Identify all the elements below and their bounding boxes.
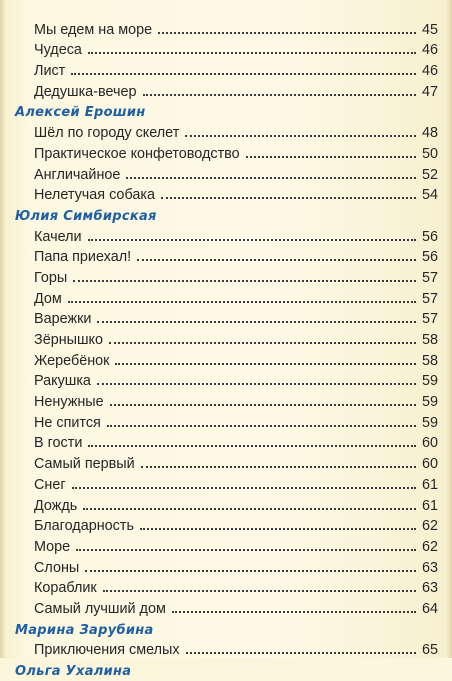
page-number: 60	[421, 435, 438, 452]
entry-title: Жеребёнок	[34, 352, 110, 369]
entry-title: Практическое конфетоводство	[34, 145, 240, 162]
toc-entry-line[interactable]	[34, 332, 438, 348]
toc-entry[interactable]	[0, 164, 452, 185]
entry-title: Кораблик	[34, 580, 97, 597]
toc-entry-line[interactable]	[34, 167, 438, 183]
toc-entry[interactable]	[0, 433, 452, 454]
dot-leader	[246, 156, 416, 158]
page-number: 46	[421, 42, 438, 59]
toc-entry-line[interactable]	[34, 373, 438, 389]
entry-title: Папа приехал!	[34, 249, 132, 266]
entry-title: Самый лучший дом	[34, 600, 166, 617]
page-number: 54	[421, 187, 438, 204]
page-number: 56	[421, 249, 438, 266]
page-number: 58	[421, 332, 438, 348]
toc-entry[interactable]	[0, 226, 452, 247]
toc-entry-line[interactable]	[34, 63, 438, 79]
toc-entry-line[interactable]	[34, 229, 438, 245]
page-number: 63	[421, 580, 438, 597]
dot-leader	[185, 135, 416, 137]
dot-leader	[141, 466, 416, 468]
author-heading-row	[0, 660, 452, 681]
toc-entry[interactable]	[0, 40, 452, 61]
entry-title: Горы	[34, 269, 68, 286]
toc-entry-line[interactable]	[34, 498, 438, 514]
page-number: 52	[421, 166, 438, 183]
author-heading-row	[0, 205, 452, 226]
toc-entry[interactable]	[0, 495, 452, 516]
toc-entry[interactable]	[0, 598, 452, 619]
toc-entry-line[interactable]	[34, 291, 438, 307]
toc-entry-line[interactable]	[34, 415, 438, 431]
toc-entry-line[interactable]	[34, 560, 438, 576]
dot-leader	[140, 528, 416, 530]
entry-title: Варежки	[34, 311, 92, 328]
toc-entry-line[interactable]	[34, 580, 438, 596]
toc-entry-line[interactable]	[34, 187, 438, 203]
author-heading-row	[0, 102, 452, 123]
toc-entry-line[interactable]	[34, 249, 438, 265]
author-name: Юлия Симбирская	[15, 208, 157, 224]
toc-entry-line[interactable]	[34, 518, 438, 534]
entry-title: Дождь	[34, 497, 78, 514]
dot-leader	[72, 487, 416, 489]
dot-leader	[115, 363, 416, 365]
toc-entry-line[interactable]	[34, 539, 438, 555]
toc-entry[interactable]	[0, 60, 452, 81]
toc-entry[interactable]	[0, 247, 452, 268]
toc-entry-line[interactable]	[34, 642, 438, 658]
page-number: 46	[421, 63, 438, 80]
toc-entry[interactable]	[0, 19, 452, 40]
page-number: 56	[421, 228, 438, 245]
entry-title: Англичайное	[34, 166, 121, 183]
toc-entry[interactable]	[0, 122, 452, 143]
dot-leader	[172, 611, 416, 613]
entry-title: Ракушка	[34, 373, 91, 390]
entry-title: Зёрнышко	[34, 332, 103, 348]
toc-entry[interactable]	[0, 453, 452, 474]
page-number: 59	[421, 394, 438, 411]
page-number: 48	[421, 125, 438, 142]
toc-entry[interactable]	[0, 329, 452, 350]
dot-leader	[85, 570, 416, 572]
toc-entry[interactable]	[0, 516, 452, 537]
dot-leader	[161, 197, 416, 199]
toc-entry[interactable]	[0, 640, 452, 661]
dot-leader	[68, 301, 416, 303]
dot-leader	[88, 52, 416, 54]
page-number: 62	[421, 538, 438, 555]
entry-title: Нелетучая собака	[34, 187, 155, 204]
dot-leader	[73, 280, 416, 282]
entry-title: Море	[34, 538, 71, 555]
page-number: 62	[421, 518, 438, 535]
page-number: 57	[421, 269, 438, 286]
page-number: 45	[421, 21, 438, 38]
dot-leader	[186, 652, 416, 654]
page-number: 63	[421, 559, 438, 576]
entry-title: Мы едем на море	[34, 21, 153, 38]
entry-title: Слоны	[34, 559, 80, 576]
toc-entry-line[interactable]	[34, 435, 438, 451]
dot-leader	[143, 94, 416, 96]
dot-leader	[88, 239, 416, 241]
page-number: 60	[421, 456, 438, 473]
toc-entry[interactable]	[0, 578, 452, 599]
page-number: 47	[421, 83, 438, 100]
entry-title: Снег	[34, 476, 66, 493]
toc-entry-line[interactable]	[34, 42, 438, 58]
toc-entry-line[interactable]	[34, 22, 438, 38]
toc-entry[interactable]	[0, 81, 452, 102]
toc-entry-line[interactable]	[34, 394, 438, 410]
dot-leader	[97, 383, 416, 385]
author-name: Алексей Ерошин	[15, 105, 146, 121]
toc-entry-line[interactable]	[34, 456, 438, 472]
page-number: 59	[421, 414, 438, 431]
page-number: 61	[421, 476, 438, 493]
dot-leader	[71, 73, 416, 75]
toc-entry-line[interactable]	[34, 601, 438, 617]
toc-entry[interactable]	[0, 474, 452, 495]
toc-entry-line[interactable]	[34, 270, 438, 286]
page-number: 57	[421, 290, 438, 307]
toc-entry-line[interactable]	[34, 146, 438, 162]
toc-entry[interactable]	[0, 185, 452, 206]
dot-leader	[103, 590, 416, 592]
toc-entry[interactable]	[0, 412, 452, 433]
page-number: 59	[421, 373, 438, 390]
entry-title: Ненужные	[34, 394, 104, 411]
page-number: 65	[421, 642, 438, 659]
author-heading-row	[0, 619, 452, 640]
toc-entry-line[interactable]	[34, 353, 438, 369]
toc-entry[interactable]	[0, 371, 452, 392]
entry-title: Чудеса	[34, 42, 82, 59]
page-number: 58	[421, 352, 438, 369]
dot-leader	[83, 508, 416, 510]
dot-leader	[137, 259, 416, 261]
dot-leader	[126, 177, 416, 179]
page-number: 50	[421, 145, 438, 162]
page-number: 61	[421, 497, 438, 514]
toc-entry[interactable]	[0, 143, 452, 164]
toc-entry-line[interactable]	[34, 311, 438, 327]
author-name: Ольга Ухалина	[15, 664, 132, 679]
toc-entry-line[interactable]	[34, 125, 438, 141]
entry-title: Дом	[34, 290, 62, 307]
table-of-contents	[0, 19, 452, 681]
entry-title: Шёл по городу скелет	[34, 125, 180, 142]
dot-leader	[76, 549, 416, 551]
toc-entry-line[interactable]	[34, 477, 438, 493]
entry-title: Качели	[34, 228, 82, 245]
toc-entry[interactable]	[0, 391, 452, 412]
entry-title: Дедушка-вечер	[34, 83, 137, 100]
dot-leader	[107, 425, 416, 427]
toc-entry[interactable]	[0, 557, 452, 578]
dot-leader	[109, 342, 416, 344]
page-number: 64	[421, 600, 438, 617]
entry-title: Не спится	[34, 414, 101, 431]
toc-entry[interactable]	[0, 288, 452, 309]
page-number: 57	[421, 311, 438, 328]
entry-title: Приключения смелых	[34, 642, 180, 659]
toc-entry[interactable]	[0, 350, 452, 371]
toc-entry[interactable]	[0, 536, 452, 557]
toc-entry[interactable]	[0, 309, 452, 330]
dot-leader	[88, 445, 416, 447]
toc-entry-line[interactable]	[34, 84, 438, 100]
entry-title: Лист	[34, 63, 66, 80]
toc-entry[interactable]	[0, 267, 452, 288]
dot-leader	[110, 404, 416, 406]
dot-leader	[158, 32, 416, 34]
dot-leader	[97, 321, 416, 323]
entry-title: Самый первый	[34, 456, 135, 473]
entry-title: В гости	[34, 435, 83, 452]
author-name: Марина Зарубина	[15, 622, 154, 638]
entry-title: Благодарность	[34, 518, 134, 535]
